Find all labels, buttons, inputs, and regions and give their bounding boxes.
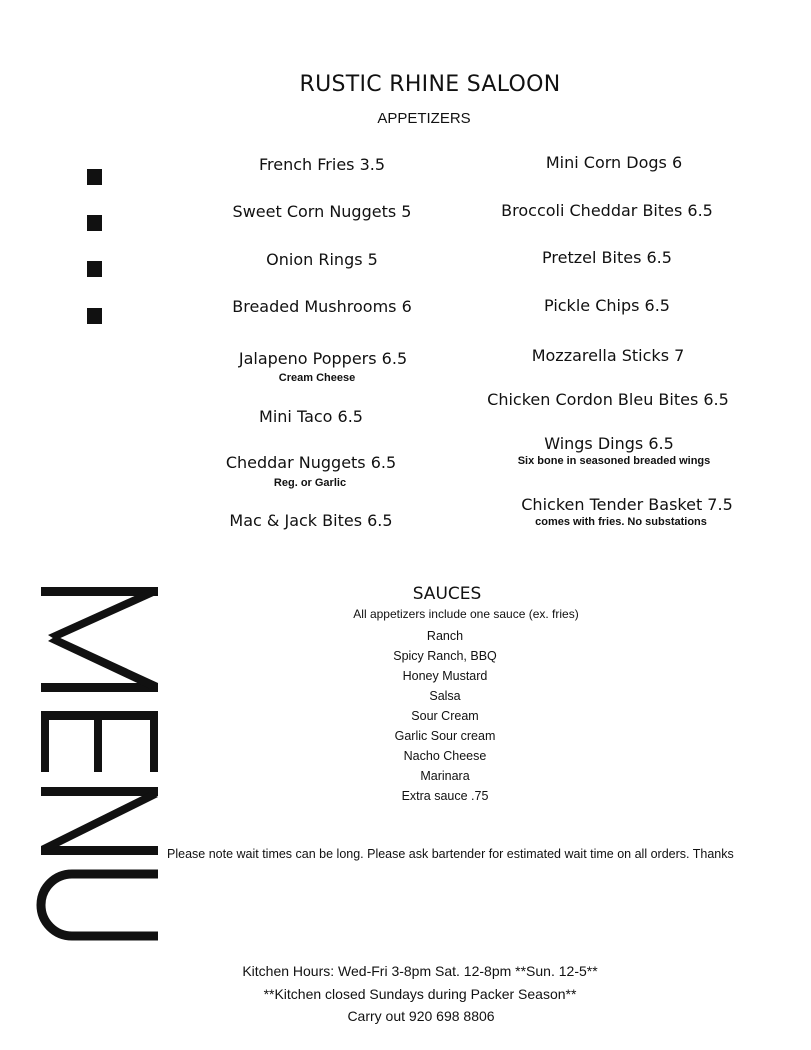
letter-e-stroke (41, 711, 49, 772)
menu-item: Chicken Tender Basket 7.5 (521, 495, 733, 514)
menu-item: Mini Corn Dogs 6 (545, 153, 683, 172)
menu-item: Pickle Chips 6.5 (544, 296, 670, 315)
menu-item: Mini Taco 6.5 (259, 407, 363, 426)
menu-item-note: Six bone in seasoned breaded wings (517, 455, 711, 467)
carry-out-phone: Carry out 920 698 8806 (347, 1008, 495, 1024)
menu-item: Breaded Mushrooms 6 (232, 297, 412, 316)
letter-n-stroke (41, 846, 158, 855)
restaurant-name: RUSTIC RHINE SALOON (299, 72, 561, 97)
menu-item: French Fries 3.5 (258, 155, 386, 174)
menu-item-note: Reg. or Garlic (273, 477, 347, 489)
menu-item: Mac & Jack Bites 6.5 (229, 511, 393, 530)
sauce-item: Marinara (420, 769, 470, 783)
letter-n-stroke (41, 787, 158, 796)
section-title: APPETIZERS (377, 110, 471, 127)
sauce-item: Extra sauce .75 (401, 789, 489, 803)
menu-item: Wings Dings 6.5 (544, 434, 674, 453)
menu-item: Mozzarella Sticks 7 (531, 346, 685, 365)
menu-item: Cheddar Nuggets 6.5 (225, 453, 397, 472)
kitchen-hours: Kitchen Hours: Wed-Fri 3-8pm Sat. 12-8pm **Sun. 12-5** (242, 963, 598, 979)
sauce-item: Honey Mustard (402, 669, 488, 683)
menu-item: Onion Rings 5 (266, 250, 378, 269)
menu-item-note: comes with fries. No substations (535, 516, 707, 528)
letter-m-stroke (48, 636, 158, 689)
sauce-item: Ranch (426, 629, 464, 643)
menu-item: Chicken Cordon Bleu Bites 6.5 (487, 390, 729, 409)
letter-n-stroke (41, 792, 158, 851)
sauce-item: Garlic Sour cream (394, 729, 496, 743)
wait-notice: Please note wait times can be long. Please ask bartender for estimated wait time on all orders. Thanks (167, 847, 734, 861)
menu-item-note: Cream Cheese (278, 372, 356, 384)
menu-item: Jalapeno Poppers 6.5 (238, 349, 408, 368)
sauce-item: Spicy Ranch, BBQ (393, 649, 497, 663)
letter-m-stroke (48, 589, 158, 640)
menu-item: Broccoli Cheddar Bites 6.5 (501, 201, 713, 220)
letter-u-stroke (41, 874, 158, 936)
menu-item: Sweet Corn Nuggets 5 (232, 202, 412, 221)
sauce-item: Nacho Cheese (403, 749, 487, 763)
sauce-item: Salsa (429, 689, 461, 703)
letter-e-stroke (94, 711, 102, 772)
letter-e-stroke (150, 711, 158, 772)
sauces-intro: All appetizers include one sauce (ex. fries) (353, 607, 579, 621)
menu-item: Pretzel Bites 6.5 (542, 248, 672, 267)
kitchen-closed-note: **Kitchen closed Sundays during Packer Season** (263, 986, 577, 1002)
sauces-title: SAUCES (412, 584, 482, 604)
sauce-item: Sour Cream (411, 709, 479, 723)
